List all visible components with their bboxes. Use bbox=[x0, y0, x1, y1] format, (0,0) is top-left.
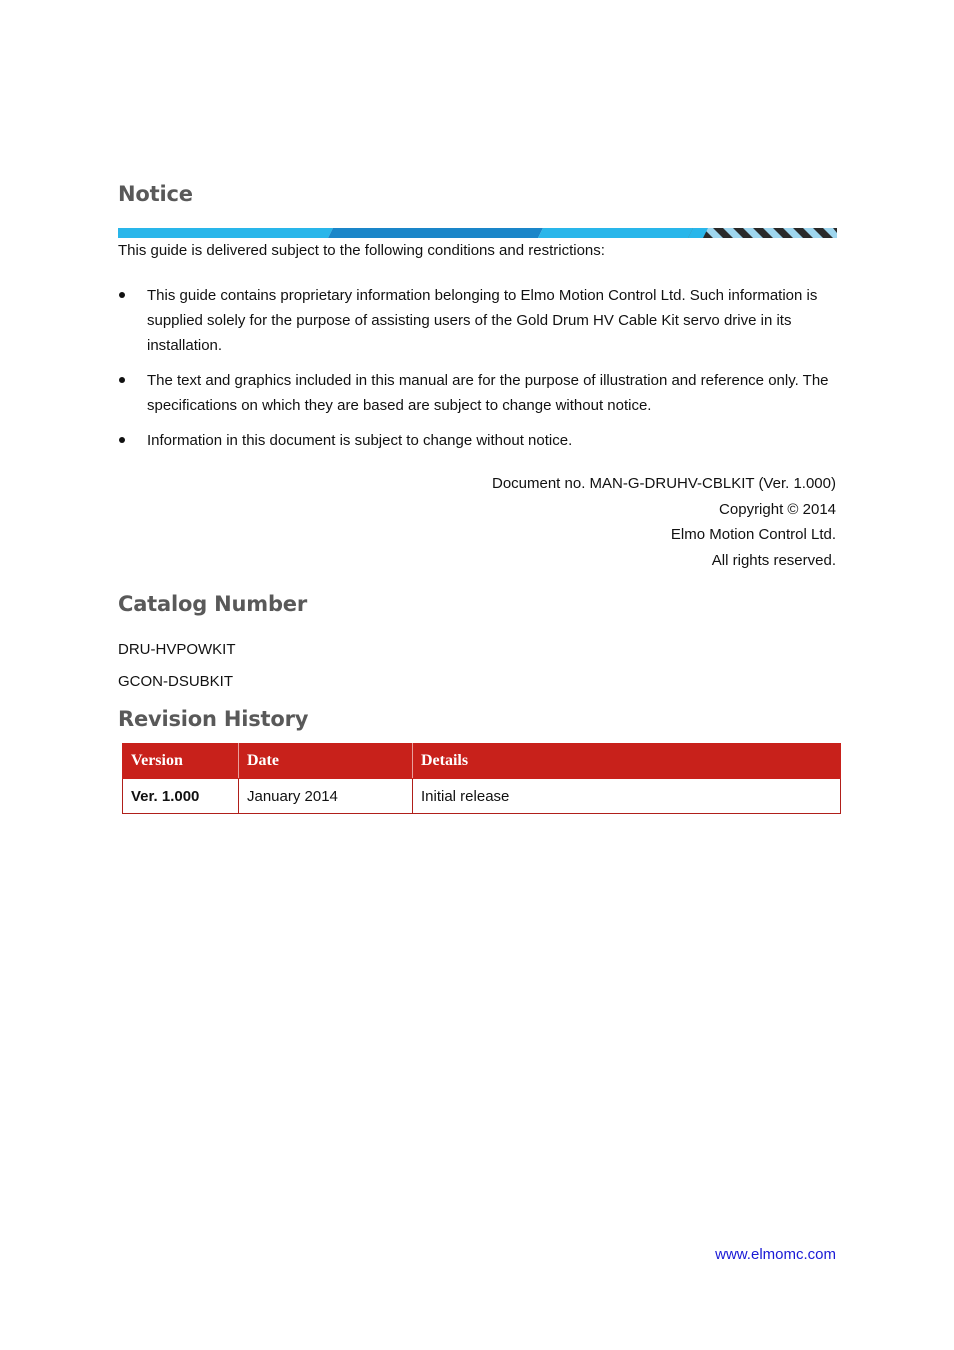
website-link[interactable]: www.elmomc.com bbox=[715, 1246, 836, 1263]
list-item bbox=[118, 283, 838, 358]
cell-details: Initial release bbox=[413, 779, 841, 814]
notice-heading: Notice bbox=[118, 182, 193, 206]
bullet-icon bbox=[119, 377, 125, 383]
bullet-text: The text and graphics included in this manual are for the purpose of illustration and reference only. The specifications on which they are based are subject to change without notice. bbox=[147, 372, 829, 414]
notice-bullet-list bbox=[118, 283, 838, 463]
cell-version: Ver. 1.000 bbox=[123, 779, 239, 814]
cell-date: January 2014 bbox=[239, 779, 413, 814]
list-item bbox=[118, 368, 838, 418]
document-number: Document no. MAN-G-DRUHV-CBLKIT (Ver. 1.000) bbox=[491, 475, 836, 492]
bullet-icon bbox=[119, 437, 125, 443]
column-header-details: Details bbox=[413, 744, 841, 779]
company-name: Elmo Motion Control Ltd. bbox=[670, 526, 836, 543]
bullet-text: Information in this document is subject to change without notice. bbox=[147, 432, 573, 449]
list-item bbox=[118, 428, 838, 453]
catalog-item: DRU-HVPOWKIT bbox=[118, 641, 236, 658]
revision-table bbox=[122, 743, 841, 814]
header-banner bbox=[118, 228, 837, 238]
catalog-item: GCON-DSUBKIT bbox=[118, 673, 234, 690]
column-header-version: Version bbox=[123, 744, 239, 779]
document-info bbox=[492, 471, 836, 573]
catalog-list bbox=[118, 634, 236, 698]
bullet-text: This guide contains proprietary information belonging to Elmo Motion Control Ltd. Such information is supplied solely for the purpose of assisting users of the Gold Drum HV Cable Kit servo drive in its installation. bbox=[147, 287, 818, 354]
notice-intro: This guide is delivered subject to the following conditions and restrictions: bbox=[118, 242, 605, 259]
copyright: Copyright © 2014 bbox=[719, 500, 836, 518]
table-row bbox=[123, 779, 841, 814]
column-header-date: Date bbox=[239, 744, 413, 779]
catalog-heading: Catalog Number bbox=[118, 592, 307, 616]
revision-heading: Revision History bbox=[118, 707, 309, 731]
table-header-row bbox=[123, 744, 841, 779]
bullet-icon bbox=[119, 292, 125, 298]
rights-reserved: All rights reserved. bbox=[711, 551, 836, 569]
